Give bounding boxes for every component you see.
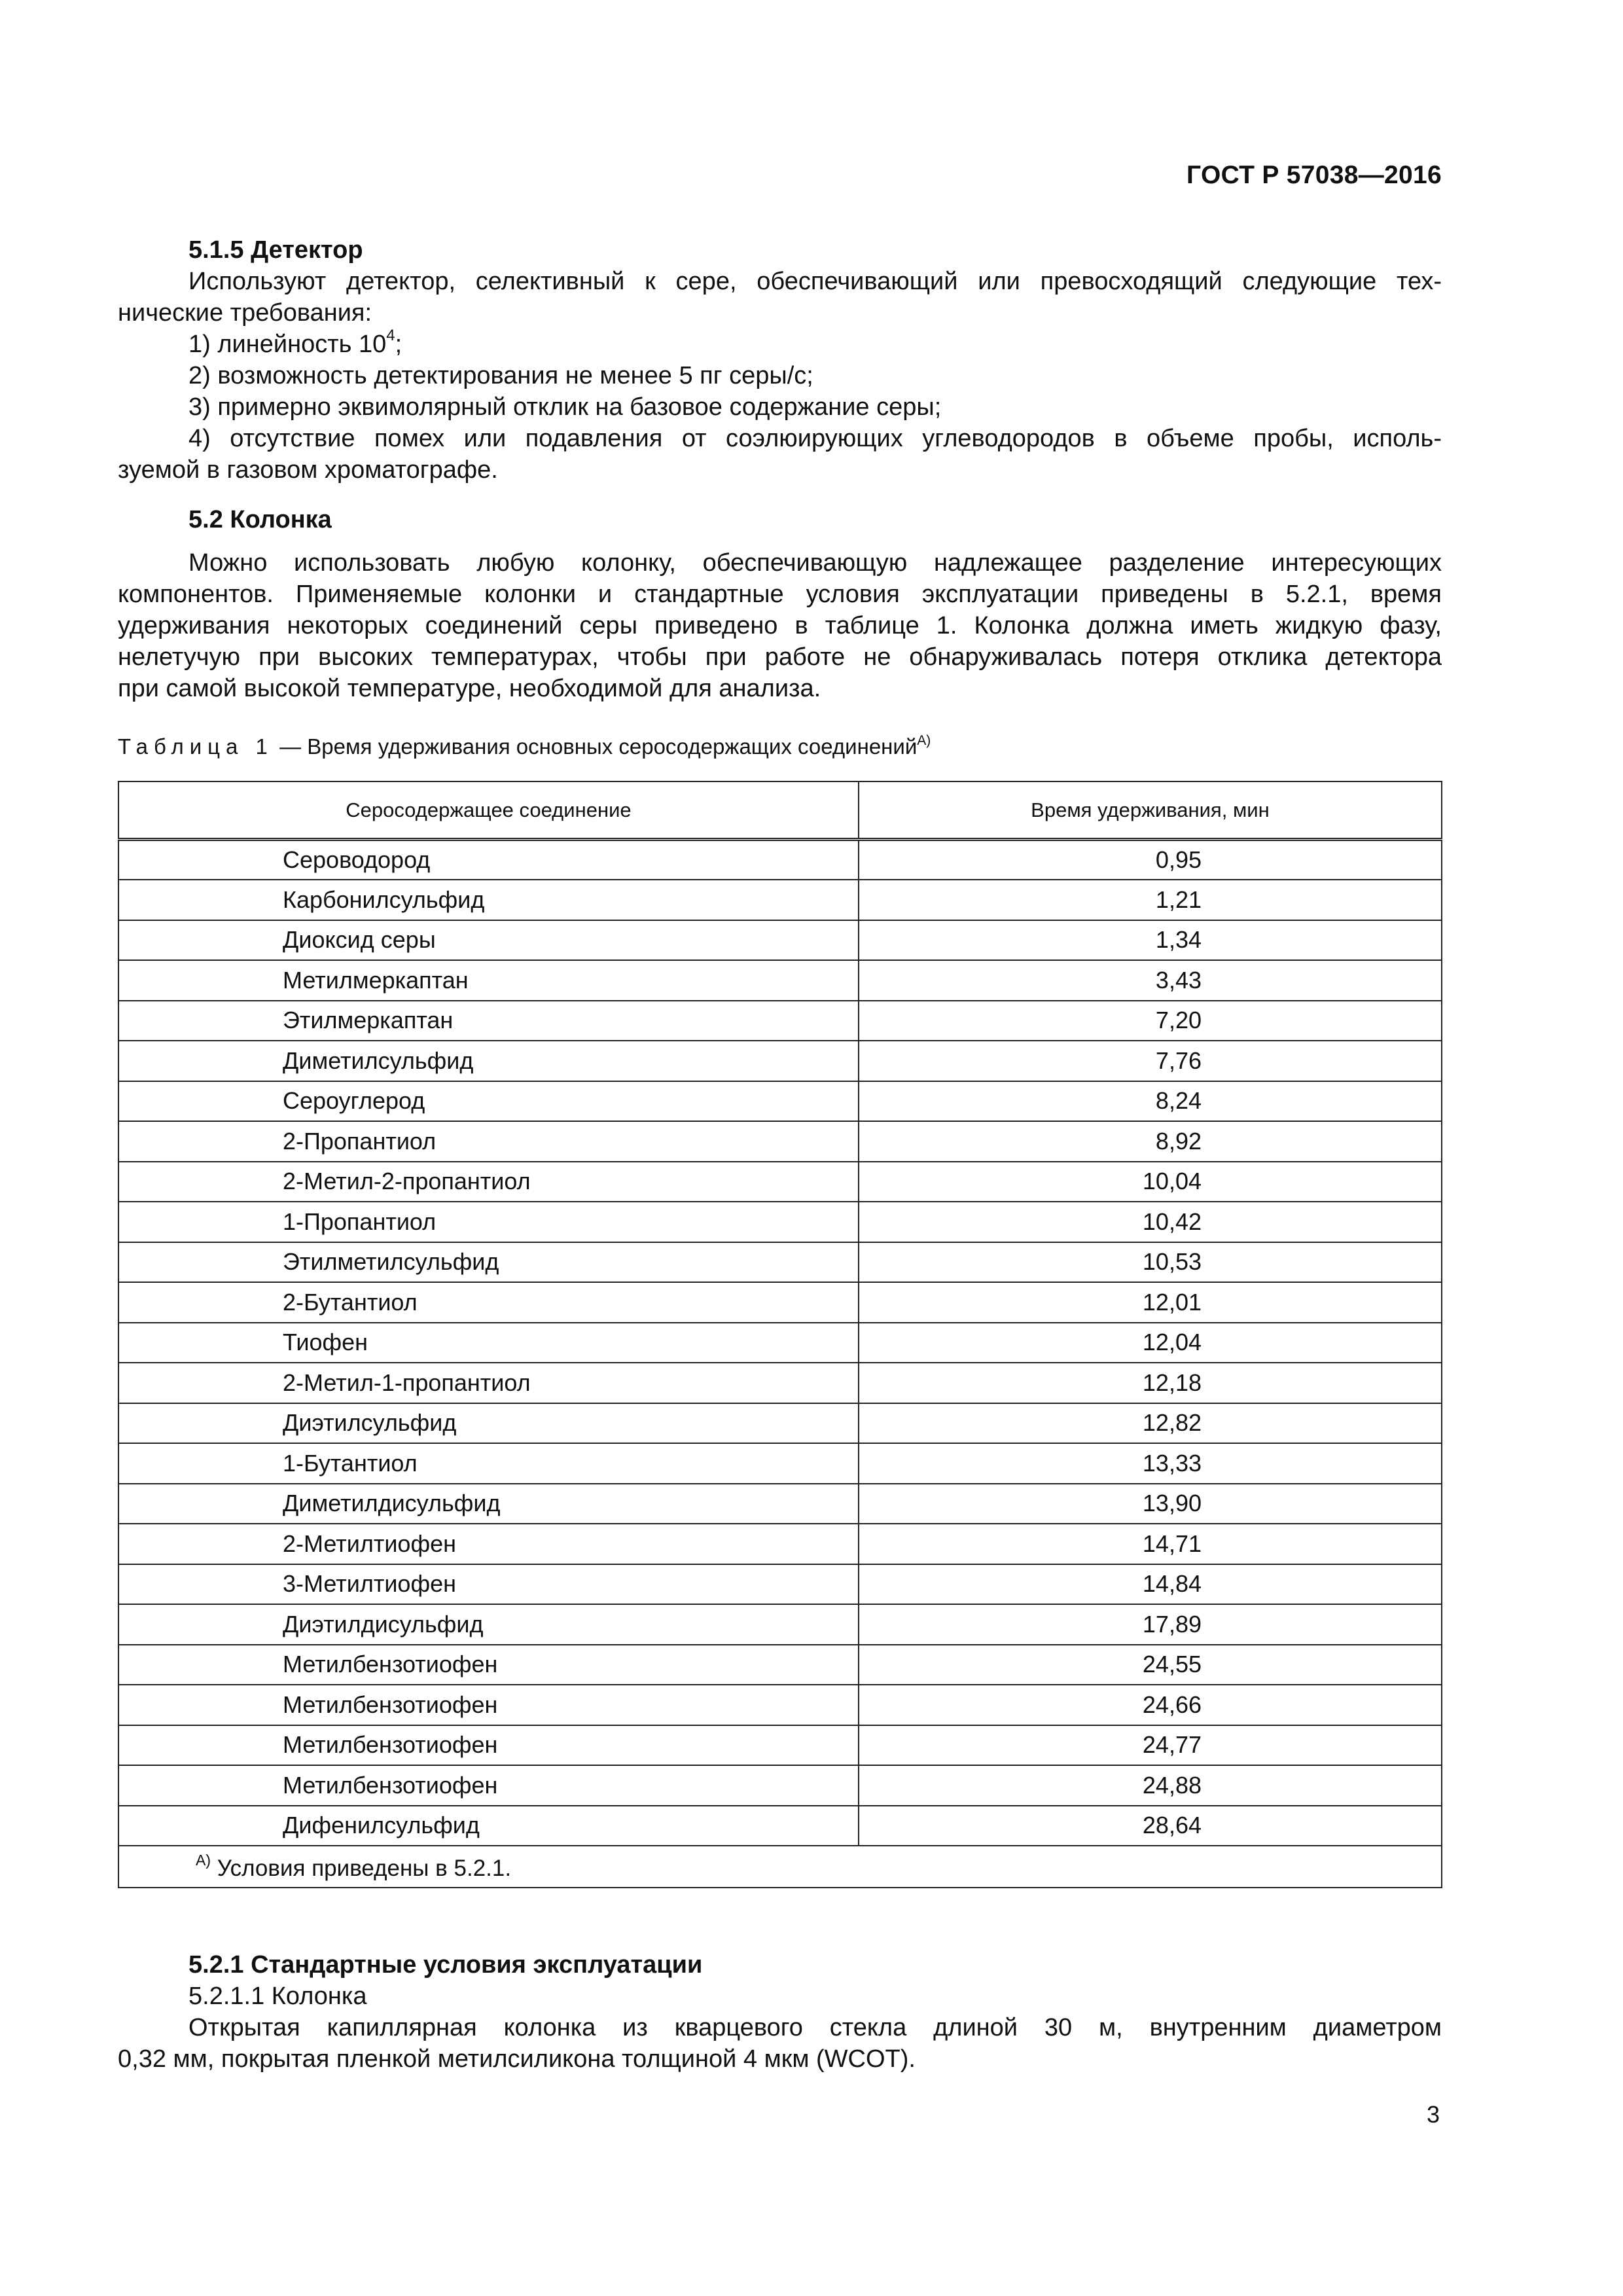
retention-time-cell: 7,76 <box>859 1041 1442 1081</box>
table-row <box>118 1323 1442 1363</box>
compound-cell: Диметилдисульфид <box>118 1484 859 1524</box>
compound-cell: Дифенилсульфид <box>118 1806 859 1846</box>
table-row <box>118 1564 1442 1605</box>
compound-cell: Сероводород <box>118 840 859 880</box>
compound-cell: Метилбензотиофен <box>118 1645 859 1685</box>
table-row <box>118 1403 1442 1444</box>
compound-cell: 2-Пропантиол <box>118 1121 859 1162</box>
paragraph-line: Открытая капиллярная колонка из кварцевого стекла длиной 30 м, внутренним диаметром <box>188 2014 1442 2041</box>
compound-cell: Метилбензотиофен <box>118 1765 859 1806</box>
table-footnote: $^{А)}$ Условия приведены в 5.2.1. <box>118 1846 1442 1888</box>
table-row <box>118 960 1442 1001</box>
retention-time-cell: 0,95 <box>859 840 1442 880</box>
retention-time-cell: 13,90 <box>859 1484 1442 1524</box>
table-row <box>118 1202 1442 1242</box>
retention-time-table <box>118 781 1442 1888</box>
paragraph-line: Можно использовать любую колонку, обеспечивающую надлежащее разделение интересующих <box>188 549 1442 577</box>
compound-cell: Метилмеркаптан <box>118 960 859 1001</box>
retention-time-cell: 12,18 <box>859 1363 1442 1403</box>
compound-cell: Тиофен <box>118 1323 859 1363</box>
compound-cell: Диэтилсульфид <box>118 1403 859 1444</box>
section-5-1-5 <box>118 234 1442 486</box>
retention-time-cell: 8,24 <box>859 1081 1442 1122</box>
table-row <box>118 1363 1442 1403</box>
compound-cell: 2-Метил-1-пропантиол <box>118 1363 859 1403</box>
table-row <box>118 1524 1442 1564</box>
table-header-row <box>118 781 1442 840</box>
table-row <box>118 1282 1442 1323</box>
table-row <box>118 1242 1442 1283</box>
compound-cell: 2-Метилтиофен <box>118 1524 859 1564</box>
paragraph-line: нические требования: <box>118 299 372 327</box>
retention-time-cell: 12,01 <box>859 1282 1442 1323</box>
paragraph-line: зуемой в газовом хроматографе. <box>118 456 498 484</box>
retention-time-cell: 14,71 <box>859 1524 1442 1564</box>
retention-time-cell: 13,33 <box>859 1443 1442 1484</box>
table-row <box>118 1725 1442 1766</box>
retention-time-cell: 24,77 <box>859 1725 1442 1766</box>
compound-cell: Диэтилдисульфид <box>118 1604 859 1645</box>
table-row <box>118 1645 1442 1685</box>
document-code: ГОСТ Р 57038—2016 <box>1186 161 1442 189</box>
table-body <box>118 840 1442 1846</box>
column-header-time: Время удерживания, мин <box>859 781 1442 840</box>
retention-time-cell: 10,42 <box>859 1202 1442 1242</box>
table-footnote-row <box>118 1846 1442 1888</box>
table-row <box>118 1443 1442 1484</box>
retention-time-cell: 1,34 <box>859 920 1442 961</box>
compound-cell: 2-Бутантиол <box>118 1282 859 1323</box>
retention-time-cell: 28,64 <box>859 1806 1442 1846</box>
list-item: 4) отсутствие помех или подавления от соэлюирующих углеводородов в объеме пробы, исполь- <box>188 425 1442 452</box>
compound-cell: 2-Метил-2-пропантиол <box>118 1162 859 1202</box>
compound-cell: Этилмеркаптан <box>118 1001 859 1041</box>
retention-time-cell: 14,84 <box>859 1564 1442 1605</box>
retention-time-cell: 12,04 <box>859 1323 1442 1363</box>
section-heading: 5.2.1 Стандартные условия эксплуатации <box>188 1951 703 1979</box>
compound-cell: 1-Пропантиол <box>118 1202 859 1242</box>
table-row <box>118 1001 1442 1041</box>
section-5-2-1 <box>118 1949 1442 2075</box>
compound-cell: Диоксид серы <box>118 920 859 961</box>
retention-time-cell: 12,82 <box>859 1403 1442 1444</box>
table-row <box>118 1604 1442 1645</box>
table-caption: Таблица 1 — Время удерживания основных серосодержащих соединений$^{А)}$ <box>118 733 931 759</box>
retention-time-cell: 3,43 <box>859 960 1442 1001</box>
section-heading: 5.1.5 Детектор <box>188 236 363 264</box>
compound-cell: Карбонилсульфид <box>118 880 859 920</box>
table-row <box>118 920 1442 961</box>
list-item: 3) примерно эквимолярный отклик на базовое содержание серы; <box>188 393 942 421</box>
compound-cell: 3-Метилтиофен <box>118 1564 859 1605</box>
table-row <box>118 1765 1442 1806</box>
retention-time-cell: 24,88 <box>859 1765 1442 1806</box>
list-item: 1) линейность $10^4$; <box>188 327 402 358</box>
table-row <box>118 1484 1442 1524</box>
retention-time-cell: 24,66 <box>859 1685 1442 1725</box>
list-item: 2) возможность детектирования не менее 5 пг серы/с; <box>188 362 813 389</box>
table-row <box>118 1081 1442 1122</box>
paragraph-line: удерживания некоторых соединений серы приведено в таблице 1. Колонка должна иметь жидкую фазу, <box>118 612 1442 639</box>
paragraph-line: компонентов. Применяемые колонки и стандартные условия эксплуатации приведены в 5.2.1, время <box>118 581 1442 608</box>
column-header-compound: Серосодержащее соединение <box>118 781 859 840</box>
retention-time-cell: 10,53 <box>859 1242 1442 1283</box>
table-row <box>118 1685 1442 1725</box>
table-row <box>118 880 1442 920</box>
paragraph-line: Используют детектор, селективный к сере, обеспечивающий или превосходящий следующие тех- <box>188 268 1442 295</box>
retention-time-cell: 1,21 <box>859 880 1442 920</box>
section-heading: 5.2 Колонка <box>188 506 332 533</box>
retention-time-cell: 10,04 <box>859 1162 1442 1202</box>
table-row <box>118 1041 1442 1081</box>
retention-time-cell: 17,89 <box>859 1604 1442 1645</box>
table-row <box>118 1806 1442 1846</box>
paragraph-line: 0,32 мм, покрытая пленкой метилсиликона толщиной 4 мкм (WCOT). <box>118 2045 916 2073</box>
retention-time-cell: 24,55 <box>859 1645 1442 1685</box>
subsection-heading: 5.2.1.1 Колонка <box>188 1982 367 2010</box>
table-row <box>118 840 1442 880</box>
compound-cell: Этилметилсульфид <box>118 1242 859 1283</box>
compound-cell: Метилбензотиофен <box>118 1725 859 1766</box>
compound-cell: Метилбензотиофен <box>118 1685 859 1725</box>
paragraph-line: при самой высокой температуре, необходимой для анализа. <box>118 675 821 702</box>
compound-cell: Диметилсульфид <box>118 1041 859 1081</box>
paragraph-line: нелетучую при высоких температурах, чтобы при работе не обнаруживалась потеря отклика детектора <box>118 643 1442 671</box>
page-number: 3 <box>1426 2101 1440 2128</box>
table-row <box>118 1121 1442 1162</box>
section-5-2 <box>118 504 1442 704</box>
table-row <box>118 1162 1442 1202</box>
compound-cell: 1-Бутантиол <box>118 1443 859 1484</box>
retention-time-cell: 7,20 <box>859 1001 1442 1041</box>
retention-time-cell: 8,92 <box>859 1121 1442 1162</box>
compound-cell: Сероуглерод <box>118 1081 859 1122</box>
